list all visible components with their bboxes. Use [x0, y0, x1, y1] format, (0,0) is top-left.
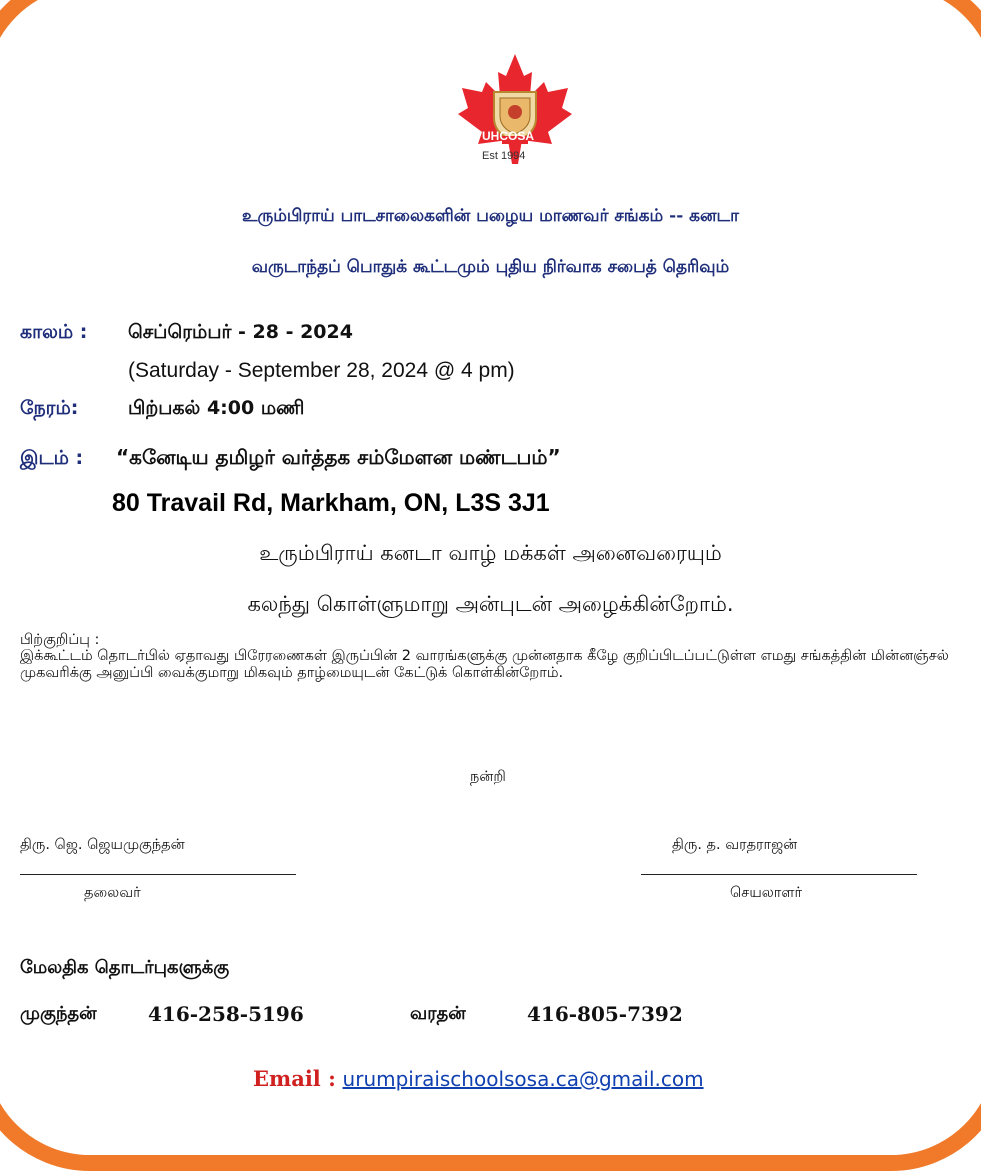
contact-heading: மேலதிக தொடர்புகளுக்கு [20, 957, 230, 978]
thanks-text: நன்றி [470, 769, 506, 785]
date-english: (Saturday - September 28, 2024 @ 4 pm) [128, 359, 515, 382]
venue-value: “கனேடிய தமிழர் வர்த்தக சம்மேளன மண்டபம்” [116, 445, 561, 469]
logo-name: UHCOSA [482, 129, 535, 143]
signature-left-title: தலைவர் [84, 885, 141, 901]
note-text: இக்கூட்டம் தொடர்பில் ஏதாவது பிரேரணைகள் இருப்பின் 2 வாரங்களுக்கு முன்னதாக கீழே குறிப்பிடப்பட்டுள்ள எமது சங்கத்தின் மின்னஞ்சல் முகவரிக்கு அனுப்பி வைக்குமாறு மிகவும் தாழ்மையுடன் கேட்டுக் கொள்கின்றோம். [20, 648, 949, 681]
email-label: Email : [253, 1066, 336, 1091]
uhcosa-logo [452, 52, 578, 168]
note-heading: பிற்குறிப்பு : [20, 632, 100, 648]
signature-right-title: செயலாளர் [730, 885, 803, 901]
contact-person-2-phone: 416-805-7392 [527, 1002, 683, 1026]
signature-right-line [641, 874, 917, 875]
invitation-line-1: உரும்பிராய் கனடா வாழ் மக்கள் அனைவரையும் [259, 541, 722, 565]
email-link[interactable]: urumpiraischoolsosa.ca@gmail.com [342, 1067, 704, 1091]
signature-left-line [20, 874, 296, 875]
signature-right-name: திரு. த. வரதராஜன் [672, 837, 798, 853]
header-association-name: உரும்பிராய் பாடசாலைகளின் பழைய மாணவர் சங்கம் -- கனடா [242, 206, 739, 226]
venue-label: இடம் : [20, 447, 84, 469]
contact-person-1-name: முகுந்தன் [20, 1003, 97, 1024]
time-label: நேரம்: [20, 397, 79, 419]
signature-left-name: திரு. ஜெ. ஜெயமுகுந்தன் [20, 837, 185, 853]
header-meeting-title: வருடாந்தப் பொதுக் கூட்டமும் புதிய நிர்வாக சபைத் தெரிவும் [251, 257, 730, 277]
venue-address: 80 Travail Rd, Markham, ON, L3S 3J1 [112, 489, 550, 517]
invitation-line-2: கலந்து கொள்ளுமாறு அன்புடன் அழைக்கின்றோம். [247, 592, 734, 616]
date-value: செப்ரெம்பர் - 28 - 2024 [128, 321, 353, 343]
time-value: பிற்பகல் 4:00 மணி [128, 397, 305, 419]
contact-person-1-phone: 416-258-5196 [148, 1002, 304, 1026]
date-label: காலம் : [20, 321, 88, 343]
email-row [253, 1066, 704, 1091]
logo-established: Est 1994 [482, 150, 526, 162]
contact-person-2-name: வரதன் [410, 1003, 466, 1024]
